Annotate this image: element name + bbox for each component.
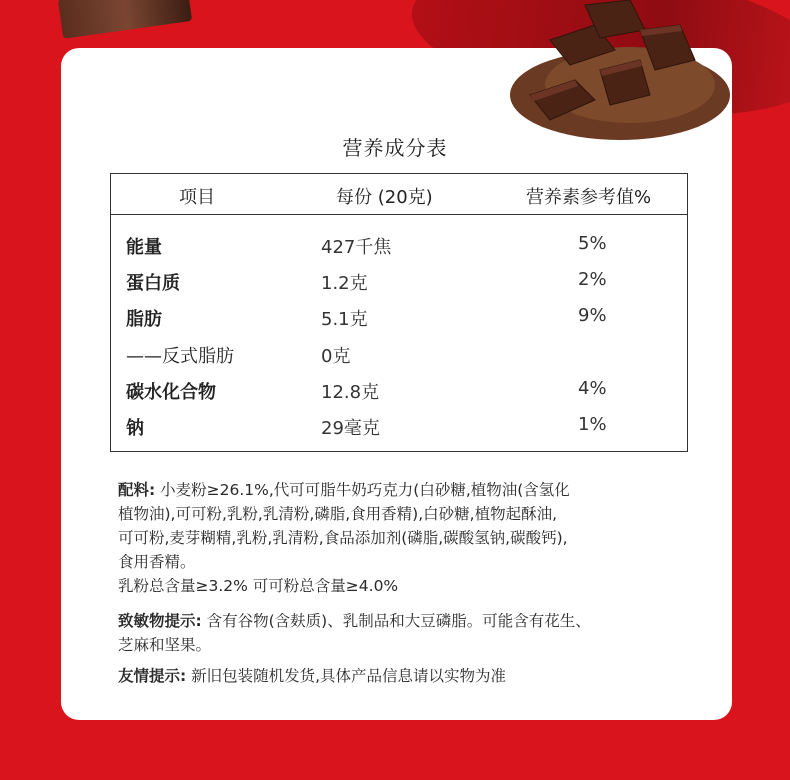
row-nrv: 2%: [578, 269, 607, 290]
header-nrv: 营养素参考值%: [526, 187, 652, 208]
row-value: 427千焦: [321, 237, 392, 258]
row-name: 蛋白质: [126, 273, 180, 294]
table-row: [111, 335, 687, 371]
table-row: [111, 226, 687, 262]
row-value: 12.8克: [321, 382, 380, 403]
row-name: 钠: [126, 418, 144, 439]
ingredients-line: 植物油),可可粉,乳粉,乳清粉,磷脂,食用香精),白砂糖,植物起酥油,: [118, 505, 558, 523]
row-value: 5.1克: [321, 309, 368, 330]
tip-section: [118, 664, 678, 688]
ingredients-line: 可可粉,麦芽糊精,乳粉,乳清粉,食品添加剂(磷脂,碳酸氢钠,碳酸钙),: [118, 529, 568, 547]
table-title: 营养成分表: [342, 136, 448, 160]
row-name: 脂肪: [126, 309, 162, 330]
row-value: 0克: [321, 346, 351, 367]
ingredients-line: 小麦粉≥26.1%,代可可脂牛奶巧克力(白砂糖,植物油(含氢化: [155, 481, 570, 499]
tip-label: 友情提示:: [118, 667, 187, 685]
wrapper-decoration: [58, 0, 192, 39]
row-name: 能量: [126, 237, 162, 258]
ingredients-totals: 乳粉总含量≥3.2% 可可粉总含量≥4.0%: [118, 577, 399, 595]
row-nrv: 9%: [578, 305, 607, 326]
tip-text: 新旧包装随机发货,具体产品信息请以实物为准: [186, 667, 507, 685]
table-header: [111, 174, 687, 215]
row-nrv: 4%: [578, 378, 607, 399]
ingredients-section: [118, 478, 678, 598]
allergen-section: [118, 609, 678, 657]
table-row: [111, 298, 687, 334]
chocolate-image: [490, 0, 730, 150]
header-per-serving: 每份 (20克): [336, 187, 433, 208]
row-name: 碳水化合物: [126, 382, 216, 403]
ingredients-line: 食用香精。: [118, 553, 196, 571]
row-value: 29毫克: [321, 418, 380, 439]
row-name: ——反式脂肪: [126, 346, 234, 367]
table-row: [111, 262, 687, 298]
allergen-line: 含有谷物(含麸质)、乳制品和大豆磷脂。可能含有花生、: [201, 612, 591, 630]
row-nrv: 1%: [578, 414, 607, 435]
table-row: [111, 407, 687, 443]
allergen-line: 芝麻和坚果。: [118, 636, 212, 654]
allergen-label: 致敏物提示:: [118, 612, 202, 630]
row-value: 1.2克: [321, 273, 368, 294]
nutrition-table: [110, 173, 688, 452]
table-row: [111, 371, 687, 407]
row-nrv: 5%: [578, 233, 607, 254]
header-item: 项目: [179, 187, 215, 208]
ingredients-label: 配料:: [118, 481, 156, 499]
